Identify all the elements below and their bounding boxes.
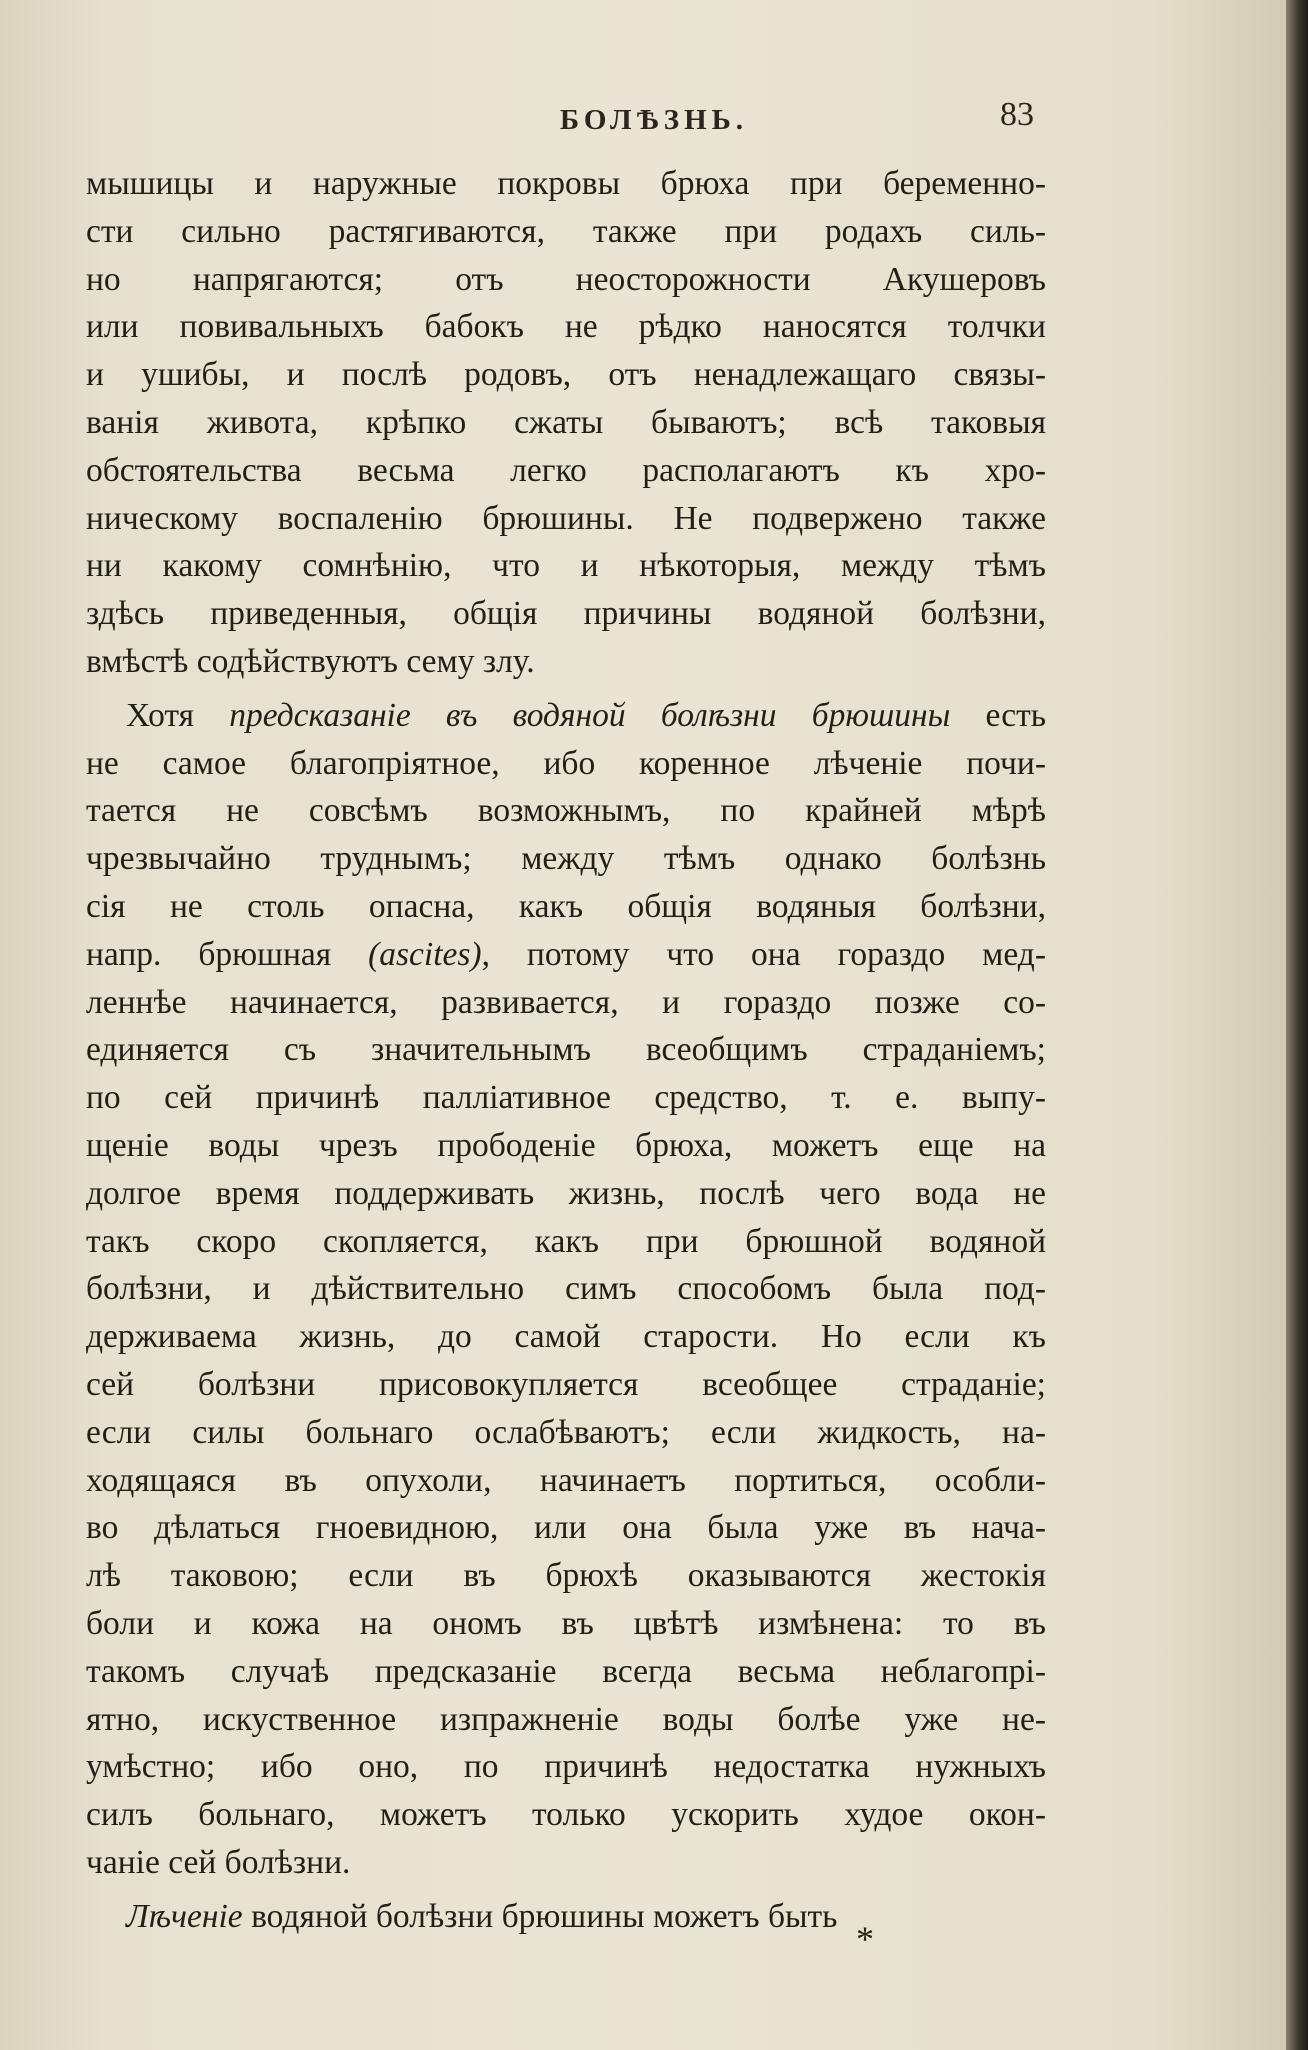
text-line: долгое время поддерживать жизнь, послѣ чего вода не — [86, 1174, 1046, 1212]
text-line: лѣ таковою; если въ брюхѣ оказываются жестокія — [86, 1557, 1046, 1595]
text-line: но напрягаются; отъ неосторожности Акушеровъ — [86, 260, 1046, 298]
text-line — [86, 1893, 1046, 1941]
italic-term: Лѣченіе — [126, 1897, 243, 1935]
text-line: и ушибы, и послѣ родовъ, отъ ненадлежащаго связы- — [86, 356, 1046, 394]
text-line: сія не столь опасна, какъ общія водяныя болѣзни, — [86, 887, 1046, 925]
text-line: по сей причинѣ палліативное средство, т. е. выпу- — [86, 1079, 1046, 1117]
text-segment: , потому что она гораздо мед- — [481, 935, 1046, 973]
text-line: силъ больнаго, можетъ только ускорить худое окон- — [86, 1796, 1046, 1834]
text-line: во дѣлаться гноевидною, или она была уже въ нача- — [86, 1509, 1046, 1547]
text-line: вмѣстѣ содѣйствуютъ сему злу. — [86, 642, 535, 680]
text-line: щеніе воды чрезъ прободеніе брюха, можетъ еще на — [86, 1126, 1046, 1164]
text-line: или повивальныхъ бабокъ не рѣдко наносятся толчки — [86, 308, 1046, 346]
text-line: сти сильно растягиваются, также при родахъ силь- — [86, 212, 1046, 250]
text-line: чаніе сей болѣзни. — [86, 1843, 351, 1881]
text-line — [86, 692, 1046, 740]
text-line: болѣзни, и дѣйствительно симъ способомъ была под- — [86, 1270, 1046, 1308]
text-line: если силы больнаго ослабѣваютъ; если жидкость, на- — [86, 1413, 1046, 1451]
text-line: такомъ случаѣ предсказаніе всегда весьма неблагопрі- — [86, 1652, 1046, 1690]
text-line: обстоятельства весьма легко располагаютъ къ хро- — [86, 451, 1046, 489]
text-segment: есть — [950, 696, 1046, 734]
text-line: мышицы и наружные покровы брюха при беременно- — [86, 165, 1046, 202]
text-line: ванія живота, крѣпко сжаты бываютъ; всѣ таковыя — [86, 403, 1046, 441]
text-line: держиваема жизнь, до самой старости. Но если къ — [86, 1318, 1046, 1356]
text-line: сей болѣзни присовокупляется всеобщее страданіе; — [86, 1365, 1046, 1403]
text-line: единяется съ значительнымъ всеобщимъ страданіемъ; — [86, 1031, 1046, 1069]
text-line: чрезвычайно труднымъ; между тѣмъ однако болѣзнь — [86, 840, 1046, 878]
page-number: 83 — [1000, 96, 1034, 133]
running-head: БОЛѢЗНЬ. — [559, 104, 749, 136]
text-line: ятно, искуственное изпражненіе воды болѣе уже не- — [86, 1700, 1046, 1738]
text-line: здѣсь приведенныя, общія причины водяной болѣзни, — [86, 595, 1046, 633]
body-text — [86, 160, 1046, 1940]
text-line: ходящаяся въ опухоли, начинаетъ портиться, особли- — [86, 1461, 1046, 1499]
text-line — [86, 931, 1046, 979]
page-edge — [1286, 0, 1308, 2050]
text-segment: напр. брюшная — [86, 935, 369, 973]
text-line: леннѣе начинается, развивается, и гораздо позже со- — [86, 983, 1046, 1021]
text-line: умѣстно; ибо оно, по причинѣ недостатка нужныхъ — [86, 1748, 1046, 1786]
text-line: боли и кожа на ономъ въ цвѣтѣ измѣнена: то въ — [86, 1604, 1046, 1642]
text-line: ническому воспаленію брюшины. Не подвержено также — [86, 499, 1046, 537]
text-line: такъ скоро скопляется, какъ при брюшной водяной — [86, 1222, 1046, 1260]
italic-term: (ascites) — [368, 935, 482, 973]
text-segment: водяной болѣзни брюшины можетъ быть — [242, 1897, 838, 1935]
text-segment: Хотя — [126, 696, 230, 734]
text-line: ни какому сомнѣнію, что и нѣкоторыя, между тѣмъ — [86, 547, 1046, 585]
italic-term: предсказаніе въ водяной болѣзни брюшины — [229, 696, 951, 734]
text-line: тается не совсѣмъ возможнымъ, по крайней мѣрѣ — [86, 792, 1046, 830]
text-line: не самое благопріятное, ибо коренное лѣченіе почи- — [86, 744, 1046, 782]
signature-mark: * — [856, 1919, 874, 1959]
